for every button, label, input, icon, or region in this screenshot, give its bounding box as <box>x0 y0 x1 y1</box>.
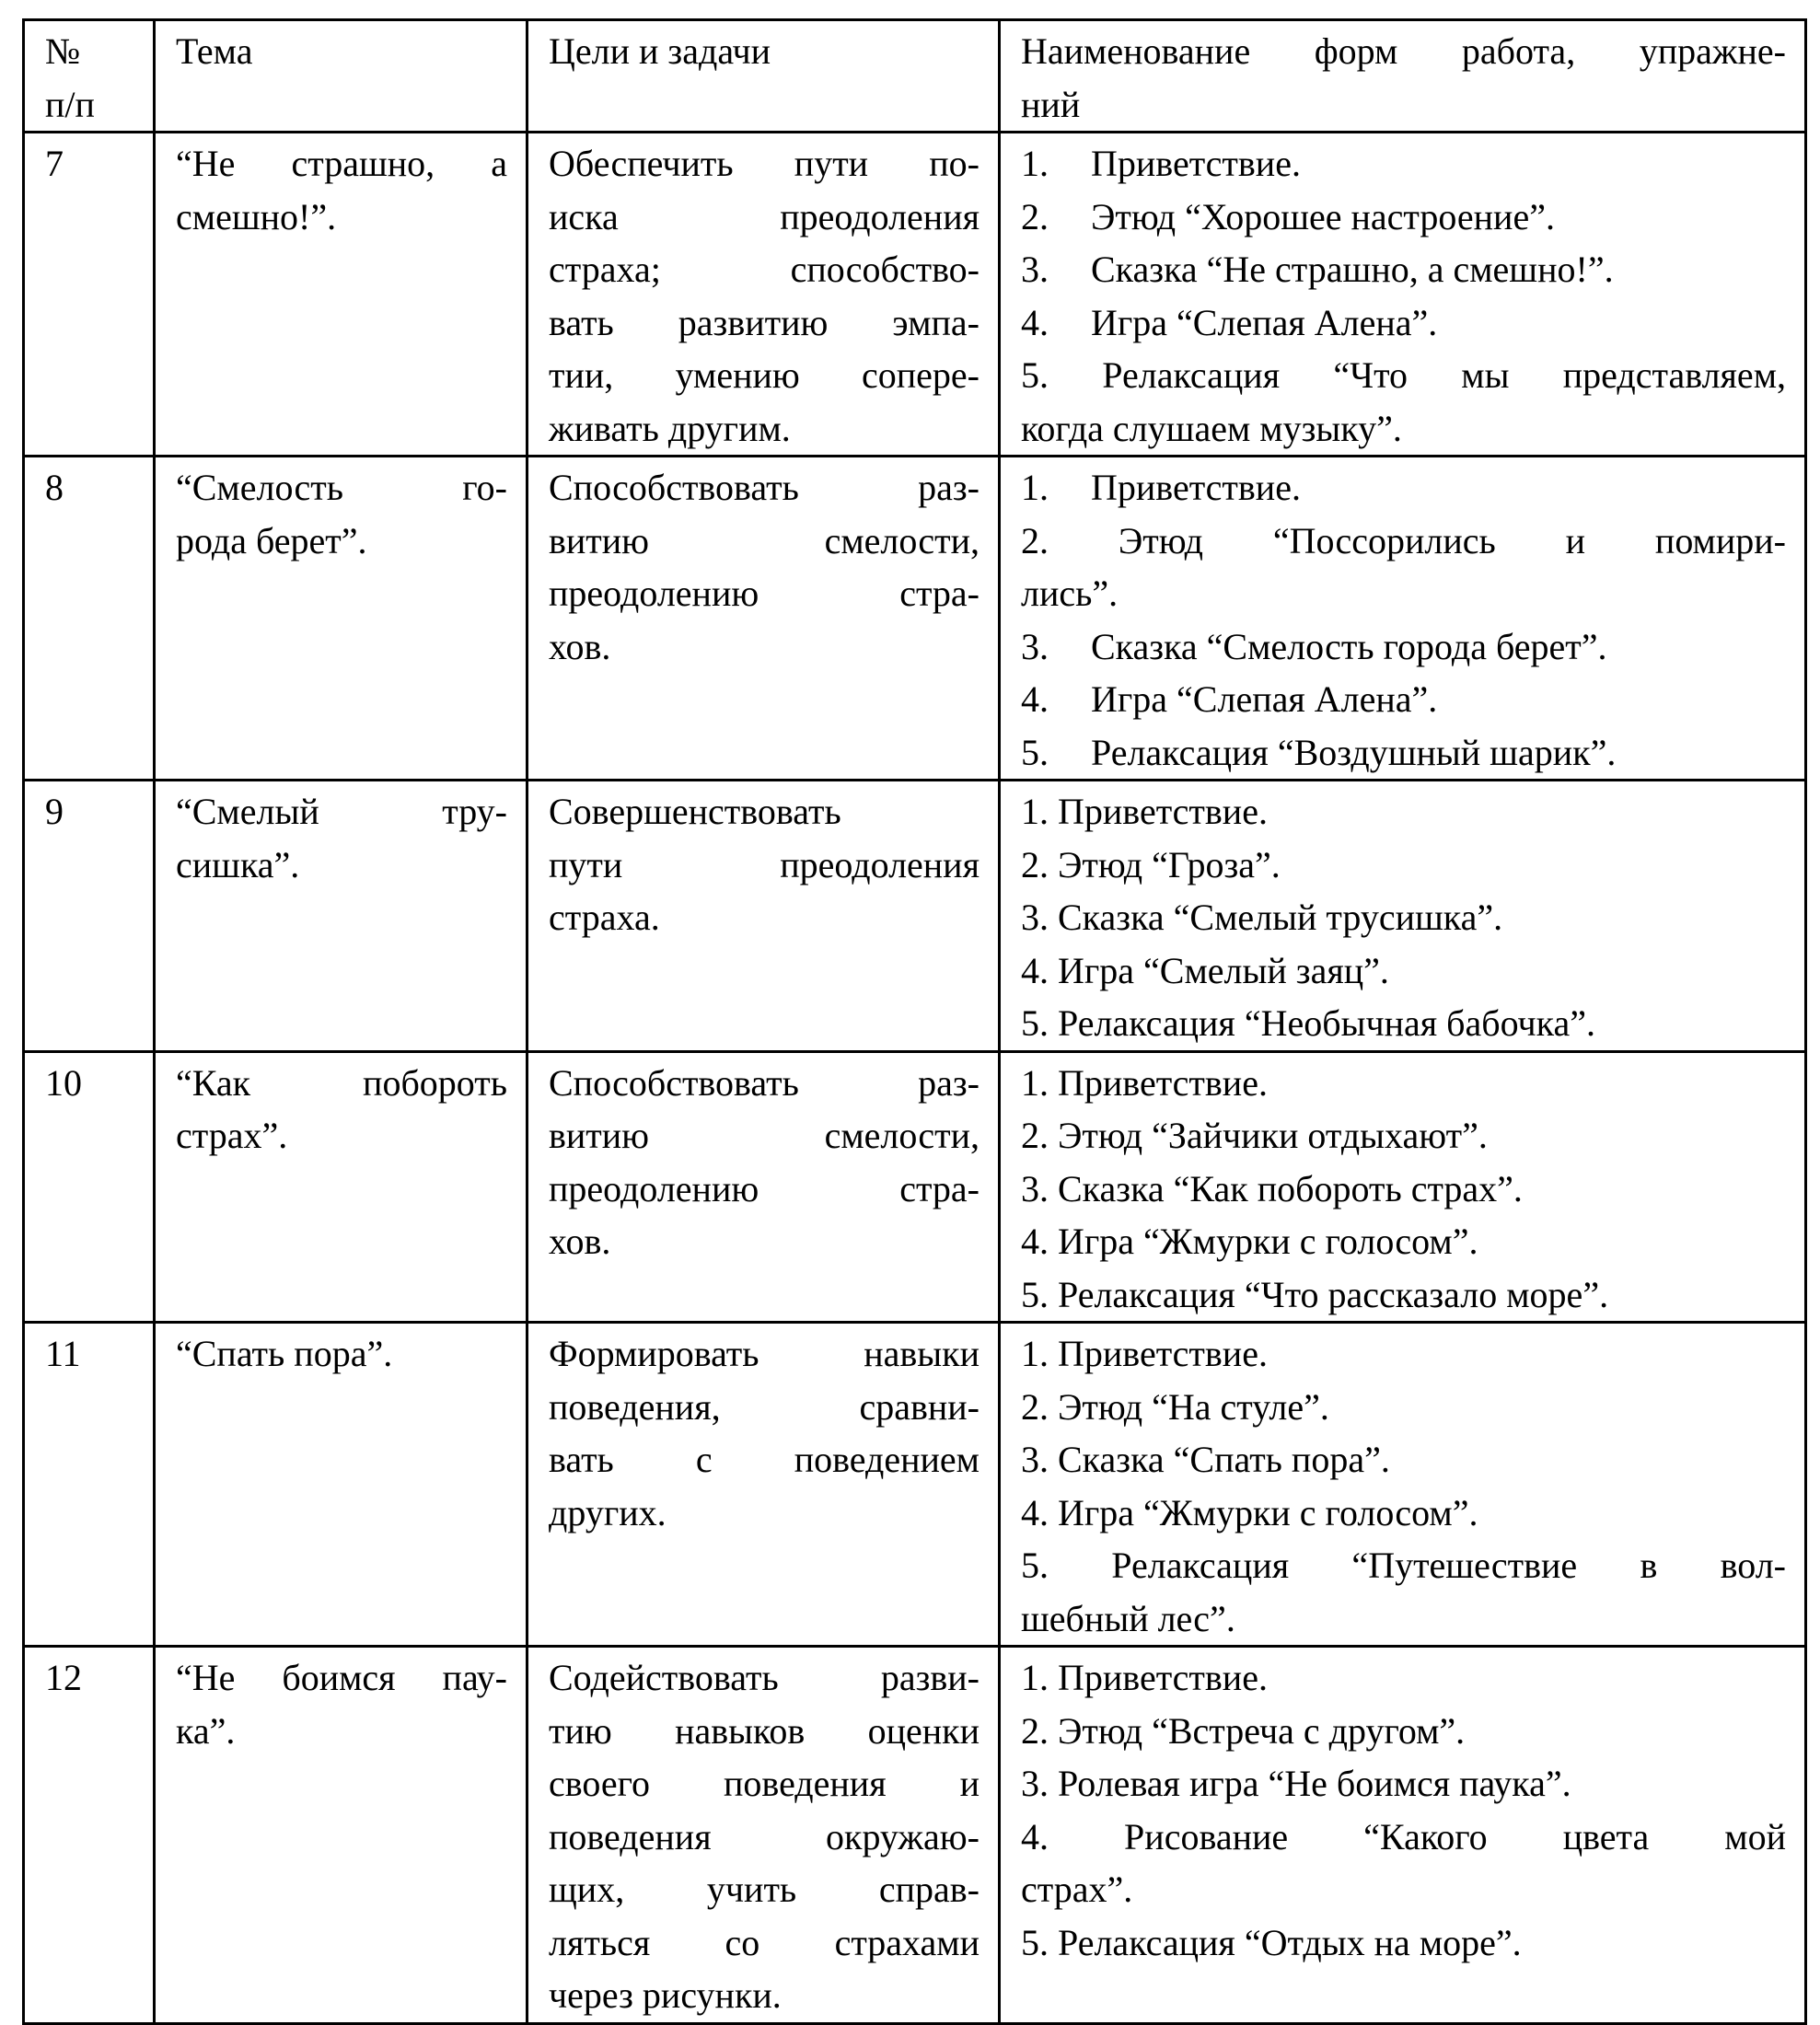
header-forms <box>1000 20 1806 133</box>
form-item <box>1021 1215 1786 1268</box>
goals-line: ляться со страхами <box>549 1921 980 1963</box>
form-item-text: Релаксация “Необычная бабочка”. <box>1058 1002 1596 1044</box>
table-row <box>24 1647 1806 2024</box>
row-goals <box>527 1051 1000 1323</box>
form-item <box>1021 1757 1786 1811</box>
goals-line: хов. <box>549 625 611 667</box>
form-item-number: 2. <box>1021 1385 1049 1428</box>
goals-line: страха. <box>549 897 660 938</box>
form-item <box>1021 1705 1786 1758</box>
goals-line: Способствовать раз- <box>549 467 980 508</box>
goals-line: хов. <box>549 1221 611 1262</box>
lesson-plan-table <box>22 18 1807 2025</box>
row-forms <box>1000 1051 1806 1323</box>
form-item <box>1021 1057 1786 1110</box>
form-item <box>1021 1327 1786 1381</box>
row-topic <box>155 1323 527 1647</box>
row-goals <box>527 133 1000 457</box>
header-number-symbol: № <box>45 30 81 72</box>
row-forms <box>1000 1647 1806 2024</box>
form-item <box>1021 726 1786 780</box>
row-goals <box>527 781 1000 1052</box>
table-row <box>24 1051 1806 1323</box>
goals-line: вать развитию эмпа- <box>549 301 980 343</box>
goals-line: витию смелости, <box>549 1115 980 1156</box>
goals-line: Способствовать раз- <box>549 1061 980 1104</box>
form-item-text: Сказка “Смелый трусишка”. <box>1058 897 1503 938</box>
form-item-text: Сказка “Смелость города берет”. <box>1091 625 1607 667</box>
form-item-number: 5. <box>1021 1273 1049 1315</box>
header-number-sub: п/п <box>45 83 95 125</box>
form-item-text: Этюд “Зайчики отдыхают”. <box>1058 1115 1488 1156</box>
form-item <box>1021 191 1786 244</box>
form-item <box>1021 243 1786 296</box>
form-item-number: 1. <box>1021 467 1049 508</box>
form-item <box>1021 1163 1786 1216</box>
goals-line: тию навыков оценки <box>549 1709 980 1752</box>
topic-line: сишка”. <box>176 843 300 885</box>
form-item-line: шебный лес”. <box>1021 1597 1235 1639</box>
row-forms <box>1000 457 1806 781</box>
row-number: 11 <box>24 1323 155 1647</box>
form-item-text: Релаксация “Отдых на море”. <box>1058 1921 1522 1963</box>
form-item <box>1021 891 1786 944</box>
form-item-text: Этюд “Хорошее настроение”. <box>1091 195 1555 237</box>
goals-line: Содействовать разви- <box>549 1657 980 1698</box>
row-goals <box>527 1323 1000 1647</box>
form-item-line: 2. Этюд “Поссорились и помири- <box>1021 519 1786 561</box>
goals-line: живать другим. <box>549 407 791 449</box>
form-item-line: 4. Рисование “Какого цвета мой <box>1021 1815 1786 1857</box>
forms-list <box>1021 1651 1786 1969</box>
row-topic <box>155 457 527 781</box>
form-item <box>1021 461 1786 515</box>
topic-line: смешно!”. <box>176 195 337 237</box>
row-topic <box>155 1051 527 1323</box>
form-item-text: Сказка “Как побороть страх”. <box>1058 1167 1523 1209</box>
goals-line: через рисунки. <box>549 1974 782 2016</box>
form-item <box>1021 137 1786 191</box>
goals-line: Обеспечить пути по- <box>549 143 980 184</box>
table-header-row <box>24 20 1806 133</box>
goals-line: преодолению стра- <box>549 1167 980 1209</box>
header-forms-line: Наименование форм работа, упражне- <box>1021 30 1786 72</box>
goals-line: поведения окружаю- <box>549 1815 980 1857</box>
form-item-text: Сказка “Спать пора”. <box>1058 1439 1390 1480</box>
header-forms-line: ний <box>1021 83 1081 125</box>
form-item-number: 2. <box>1021 843 1049 885</box>
goals-line: Совершенствовать <box>549 791 841 832</box>
form-item-number: 1. <box>1021 1657 1049 1698</box>
goals-line: щих, учить справ- <box>549 1869 980 1910</box>
form-item-number: 4. <box>1021 301 1049 343</box>
form-item-text: Этюд “Гроза”. <box>1058 843 1281 885</box>
form-item-text: Игра “Слепая Алена”. <box>1091 301 1438 343</box>
row-number: 10 <box>24 1051 155 1323</box>
form-item-number: 4. <box>1021 1221 1049 1262</box>
form-item-number: 1. <box>1021 791 1049 832</box>
form-item <box>1021 1651 1786 1705</box>
topic-line: “Не страшно, а <box>176 143 507 184</box>
table-row <box>24 457 1806 781</box>
topic-line: “Не боимся пау- <box>176 1657 507 1698</box>
table-row <box>24 1323 1806 1647</box>
row-number: 12 <box>24 1647 155 2024</box>
form-item-number: 3. <box>1021 1763 1049 1804</box>
topic-line: “Смелый тру- <box>176 791 507 832</box>
form-item-text: Игра “Жмурки с голосом”. <box>1058 1491 1478 1533</box>
form-item <box>1021 349 1786 455</box>
form-item <box>1021 1811 1786 1916</box>
form-item-number: 5. <box>1021 1921 1049 1963</box>
form-item-number: 3. <box>1021 1167 1049 1209</box>
form-item <box>1021 785 1786 839</box>
form-item <box>1021 673 1786 726</box>
form-item <box>1021 1381 1786 1434</box>
form-item <box>1021 515 1786 620</box>
form-item-number: 4. <box>1021 949 1049 991</box>
form-item-text: Приветствие. <box>1058 1061 1268 1104</box>
form-item <box>1021 1109 1786 1163</box>
row-number: 7 <box>24 133 155 457</box>
topic-line: ка”. <box>176 1709 236 1752</box>
form-item-text: Ролевая игра “Не боимся паука”. <box>1058 1763 1571 1804</box>
form-item-number: 3. <box>1021 1439 1049 1480</box>
row-number: 8 <box>24 457 155 781</box>
row-number: 9 <box>24 781 155 1052</box>
form-item-text: Приветствие. <box>1091 467 1301 508</box>
form-item-number: 3. <box>1021 897 1049 938</box>
goals-line: пути преодоления <box>549 843 980 885</box>
topic-line: рода берет”. <box>176 519 367 561</box>
form-item-line: лись”. <box>1021 573 1119 614</box>
form-item <box>1021 997 1786 1050</box>
goals-line: тии, умению сопере- <box>549 354 980 396</box>
form-item-text: Приветствие. <box>1058 1333 1268 1374</box>
table-row <box>24 133 1806 457</box>
form-item <box>1021 1487 1786 1540</box>
header-goals: Цели и задачи <box>527 20 1000 133</box>
form-item-number: 2. <box>1021 1115 1049 1156</box>
form-item-line: когда слушаем музыку”. <box>1021 407 1402 449</box>
goals-line: своего поведения и <box>549 1763 980 1804</box>
form-item-number: 1. <box>1021 143 1049 184</box>
row-goals <box>527 1647 1000 2024</box>
form-item-number: 2. <box>1021 195 1049 237</box>
forms-list <box>1021 461 1786 779</box>
goals-line: витию смелости, <box>549 519 980 561</box>
forms-list <box>1021 1057 1786 1322</box>
form-item-text: Релаксация “Что рассказало море”. <box>1058 1273 1609 1315</box>
form-item-text: Игра “Слепая Алена”. <box>1091 678 1438 720</box>
goals-line: вать с поведением <box>549 1439 980 1480</box>
form-item-text: Игра “Жмурки с голосом”. <box>1058 1221 1478 1262</box>
form-item-text: Этюд “На стуле”. <box>1058 1385 1329 1428</box>
form-item <box>1021 1433 1786 1487</box>
row-topic <box>155 781 527 1052</box>
form-item-line: страх”. <box>1021 1869 1133 1910</box>
goals-line: Формировать навыки <box>549 1333 980 1374</box>
form-item-number: 2. <box>1021 1709 1049 1752</box>
header-topic: Тема <box>155 20 527 133</box>
forms-list <box>1021 785 1786 1050</box>
form-item <box>1021 296 1786 350</box>
form-item <box>1021 839 1786 892</box>
form-item <box>1021 620 1786 674</box>
goals-line: преодолению стра- <box>549 573 980 614</box>
form-item <box>1021 1539 1786 1645</box>
form-item-number: 5. <box>1021 1002 1049 1044</box>
form-item-number: 5. <box>1021 731 1049 773</box>
row-topic <box>155 133 527 457</box>
row-goals <box>527 457 1000 781</box>
forms-list <box>1021 137 1786 455</box>
row-forms <box>1000 1323 1806 1647</box>
goals-line: других. <box>549 1491 667 1533</box>
topic-line: “Смелость го- <box>176 467 507 508</box>
form-item-text: Приветствие. <box>1058 791 1268 832</box>
form-item <box>1021 1916 1786 1970</box>
form-item-number: 3. <box>1021 249 1049 290</box>
row-topic <box>155 1647 527 2024</box>
form-item <box>1021 1268 1786 1322</box>
row-forms <box>1000 133 1806 457</box>
forms-list <box>1021 1327 1786 1645</box>
form-item <box>1021 944 1786 998</box>
row-forms <box>1000 781 1806 1052</box>
form-item-text: Релаксация “Воздушный шарик”. <box>1091 731 1617 773</box>
header-number <box>24 20 155 133</box>
goals-line: иска преодоления <box>549 195 980 237</box>
topic-line: “Как побороть <box>176 1061 507 1104</box>
goals-line: поведения, сравни- <box>549 1385 980 1428</box>
form-item-line: 5. Релаксация “Путешествие в вол- <box>1021 1545 1786 1586</box>
form-item-number: 4. <box>1021 678 1049 720</box>
form-item-text: Игра “Смелый заяц”. <box>1058 949 1389 991</box>
form-item-text: Этюд “Встреча с другом”. <box>1058 1709 1466 1752</box>
table-row <box>24 781 1806 1052</box>
topic-line: “Спать пора”. <box>176 1333 393 1374</box>
form-item-text: Сказка “Не страшно, а смешно!”. <box>1091 249 1614 290</box>
form-item-number: 1. <box>1021 1333 1049 1374</box>
form-item-number: 3. <box>1021 625 1049 667</box>
form-item-number: 1. <box>1021 1061 1049 1104</box>
form-item-number: 4. <box>1021 1491 1049 1533</box>
form-item-text: Приветствие. <box>1058 1657 1268 1698</box>
form-item-text: Приветствие. <box>1091 143 1301 184</box>
topic-line: страх”. <box>176 1115 288 1156</box>
form-item-line: 5. Релаксация “Что мы представляем, <box>1021 354 1786 396</box>
goals-line: страха; способство- <box>549 249 980 290</box>
